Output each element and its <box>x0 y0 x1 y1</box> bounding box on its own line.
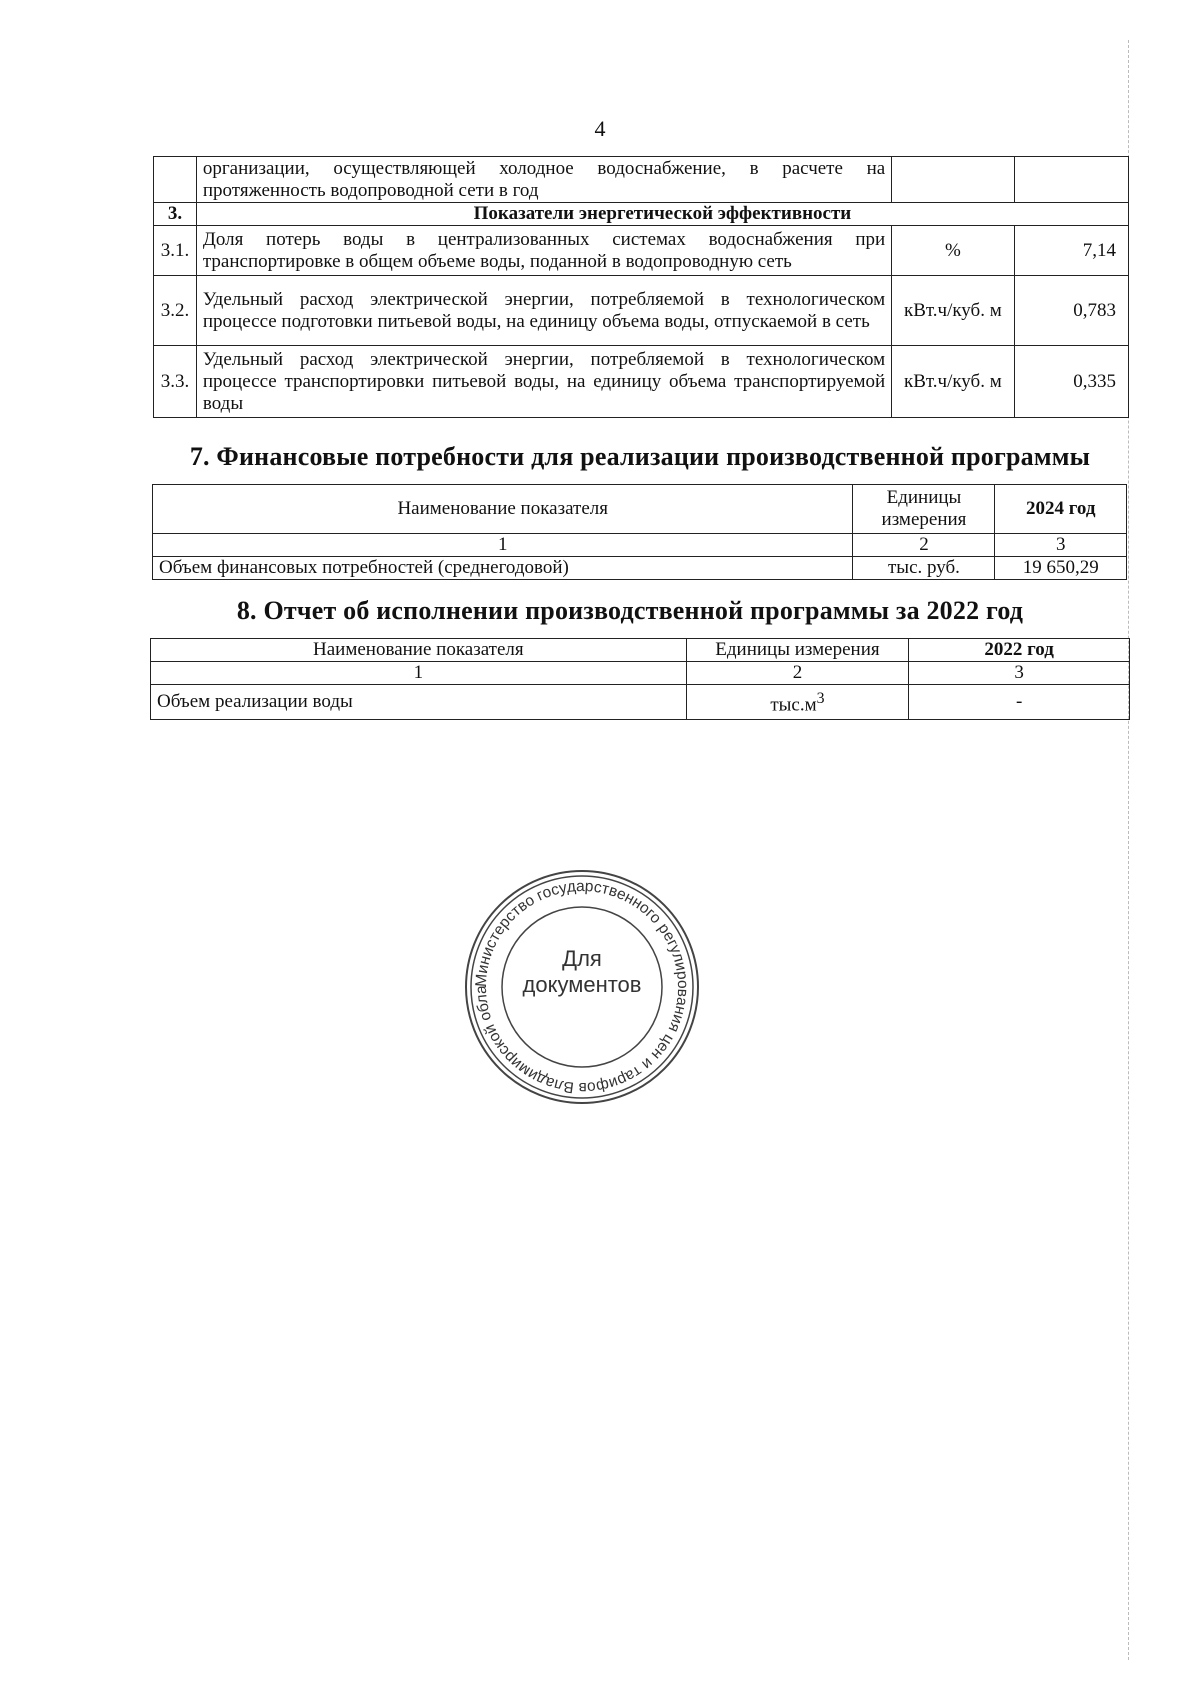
table-row <box>154 157 1129 203</box>
row-name: Объем финансовых потребностей (среднегодовой) <box>153 557 853 580</box>
index-cell: 3 <box>909 662 1130 685</box>
header-name: Наименование показателя <box>153 485 853 534</box>
table-row <box>153 557 1127 580</box>
row-value: 0,783 <box>1014 276 1128 346</box>
index-cell: 3 <box>995 534 1127 557</box>
index-cell: 1 <box>153 534 853 557</box>
row-value: - <box>909 685 1130 720</box>
index-row <box>153 534 1127 557</box>
row-description: Доля потерь воды в централизованных системах водоснабжения при транспортировке в общем объеме воды, поданной в водопроводную сеть <box>196 226 891 276</box>
row-value: 19 650,29 <box>995 557 1127 580</box>
indicators-table <box>153 156 1129 418</box>
header-name: Наименование показателя <box>151 639 687 662</box>
row-description: Удельный расход электрической энергии, потребляемой в технологическом процессе подготовки питьевой воды, на единицу объема воды, отпускаемой в сеть <box>196 276 891 346</box>
index-cell: 1 <box>151 662 687 685</box>
row-unit <box>892 157 1014 203</box>
row-value <box>1014 157 1128 203</box>
row-value: 7,14 <box>1014 226 1128 276</box>
section-title: Показатели энергетической эффективности <box>196 203 1128 226</box>
unit-superscript: 3 <box>816 689 825 707</box>
row-unit <box>686 685 909 720</box>
page-number: 4 <box>594 116 606 141</box>
unit-text: тыс.м <box>770 694 817 716</box>
financial-needs-table <box>152 484 1127 580</box>
row-unit: кВт.ч/куб. м <box>892 346 1014 418</box>
row-number: 3.2. <box>154 276 197 346</box>
stamp-center-text <box>463 946 701 998</box>
table-row <box>154 226 1129 276</box>
stamp-center-line: документов <box>522 972 642 997</box>
row-value: 0,335 <box>1014 346 1128 418</box>
stamp-center-line: Для <box>562 946 602 971</box>
section-number: 3. <box>154 203 197 226</box>
row-description: организации, осуществляющей холодное водоснабжение, в расчете на протяженность водопроводной сети в год <box>196 157 891 203</box>
row-unit: тыс. руб. <box>853 557 995 580</box>
row-name: Объем реализации воды <box>151 685 687 720</box>
row-number: 3.3. <box>154 346 197 418</box>
row-description: Удельный расход электрической энергии, потребляемой в технологическом процессе транспортировки питьевой воды, на единицу объема транспортируемой воды <box>196 346 891 418</box>
section8-heading: 8. Отчет об исполнении производственной программы за 2022 год <box>236 596 1024 625</box>
row-number <box>154 157 197 203</box>
header-year: 2022 год <box>909 639 1130 662</box>
table-row <box>151 685 1130 720</box>
table-row <box>154 346 1129 418</box>
program-report-table <box>150 638 1130 720</box>
row-number: 3.1. <box>154 226 197 276</box>
official-stamp <box>463 868 701 1106</box>
table-header-row <box>151 639 1130 662</box>
header-unit: Единицы измерения <box>853 485 995 534</box>
header-unit: Единицы измерения <box>686 639 909 662</box>
header-year: 2024 год <box>995 485 1127 534</box>
section7-heading: 7. Финансовые потребности для реализации производственной программы <box>189 442 1091 471</box>
row-unit: % <box>892 226 1014 276</box>
section-row <box>154 203 1129 226</box>
table-header-row <box>153 485 1127 534</box>
index-cell: 2 <box>686 662 909 685</box>
stamp-ring-text: Министерство государственного регулирования цен и тарифов Владимирской обла <box>472 877 692 1097</box>
index-row <box>151 662 1130 685</box>
index-cell: 2 <box>853 534 995 557</box>
table-row <box>154 276 1129 346</box>
row-unit: кВт.ч/куб. м <box>892 276 1014 346</box>
